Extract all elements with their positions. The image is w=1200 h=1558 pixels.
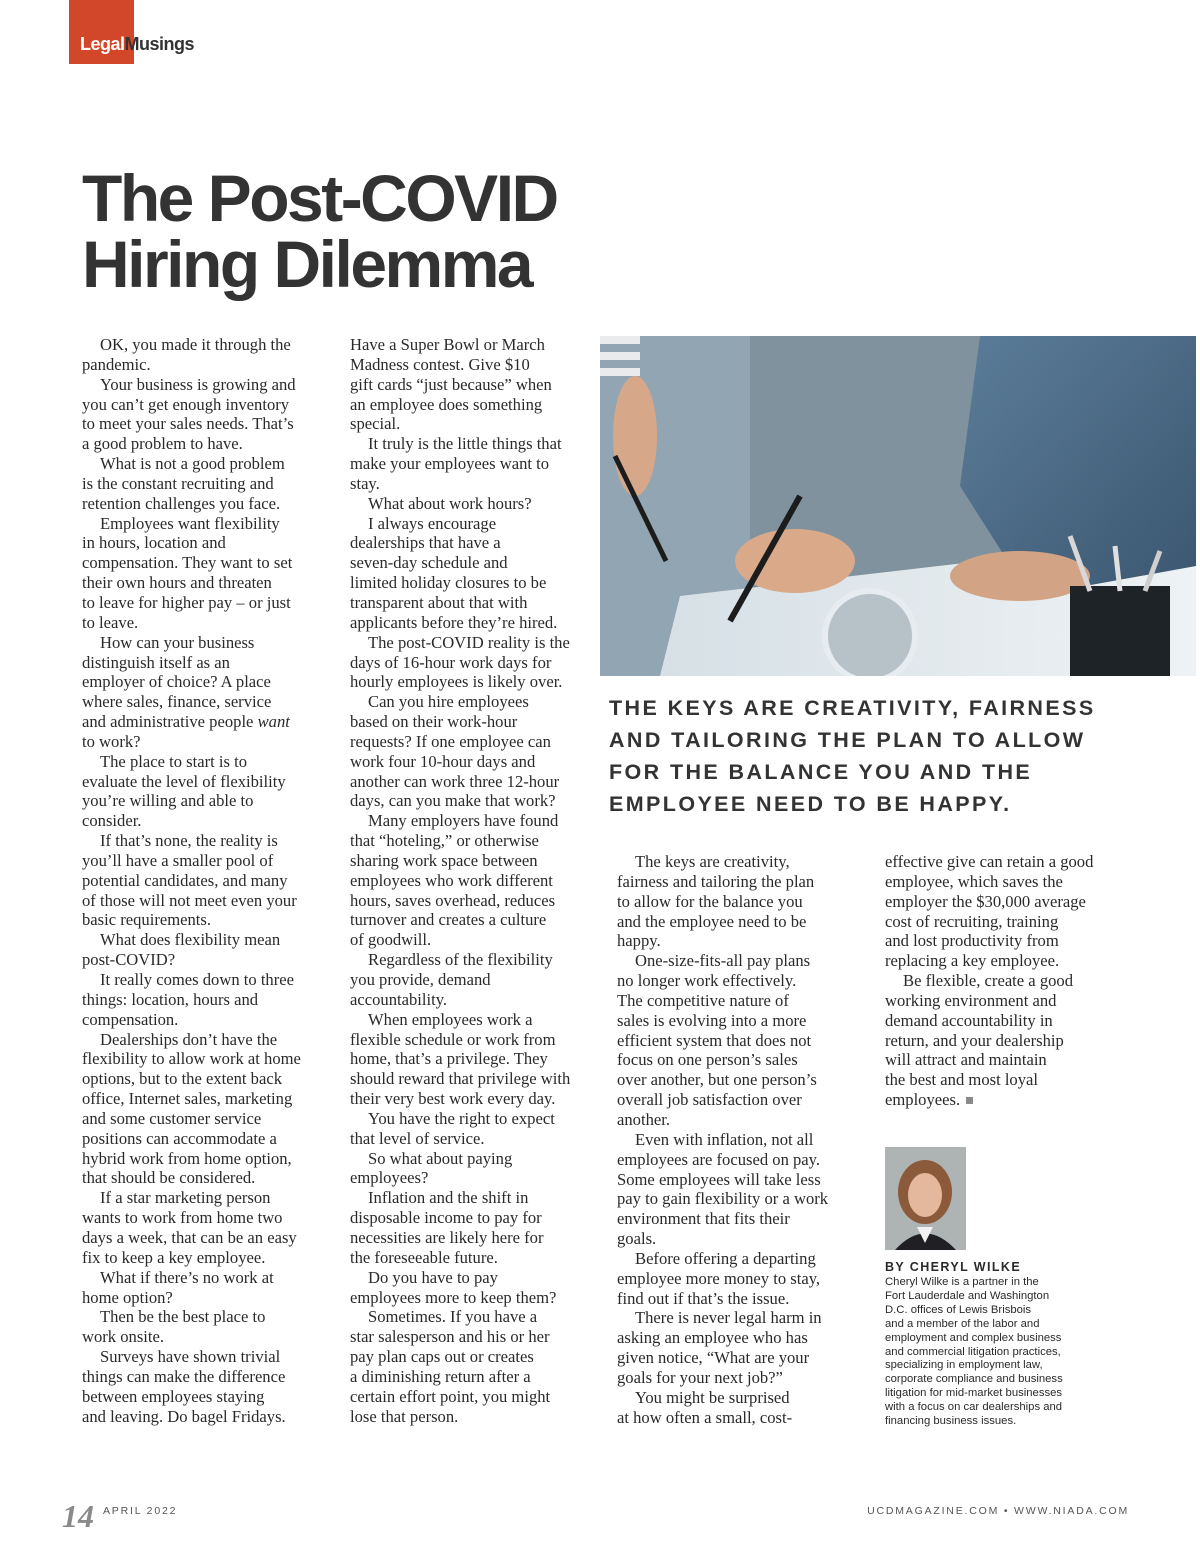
article-line: days of 16-hour work days for <box>350 652 552 672</box>
article-line: Then be the best place to <box>100 1307 266 1327</box>
section-label-word1: Legal <box>80 34 125 54</box>
article-line: work onsite. <box>82 1327 165 1347</box>
article-line: to leave. <box>82 612 139 632</box>
article-line: pay plan caps out or creates <box>350 1347 534 1367</box>
footer-urls: UCDMAGAZINE.COM • WWW.NIADA.COM <box>867 1505 1129 1517</box>
section-label-word2: Musings <box>124 34 195 54</box>
article-line: employees more to keep them? <box>350 1287 557 1307</box>
article-line: If that’s none, the reality is <box>100 831 278 851</box>
article-line: employee, which saves the <box>885 871 1063 891</box>
article-line: home option? <box>82 1287 173 1307</box>
article-line: where sales, finance, service <box>82 692 272 712</box>
article-line: It truly is the little things that <box>368 434 562 454</box>
article-line: You might be surprised <box>635 1387 790 1407</box>
section-label <box>80 34 194 55</box>
article-line: employees. <box>885 1090 1125 1110</box>
article-line: to leave for higher pay – or just <box>82 592 291 612</box>
article-line: stay. <box>350 473 380 493</box>
article-line: employees are focused on pay. <box>617 1149 821 1169</box>
article-line: between employees staying <box>82 1386 265 1406</box>
article-line: Can you hire employees <box>368 692 529 712</box>
article-line: days, can you make that work? <box>350 791 556 811</box>
article-line: no longer work effectively. <box>617 971 797 991</box>
article-line: you’ll have a smaller pool of <box>82 850 274 870</box>
headline-line2: Hiring Dilemma <box>82 227 532 301</box>
article-line: Some employees will take less <box>617 1169 821 1189</box>
article-line: What is not a good problem <box>100 454 285 474</box>
article-line: potential candidates, and many <box>82 870 288 890</box>
article-line: If a star marketing person <box>100 1188 271 1208</box>
article-line: work four 10-hour days and <box>350 751 536 771</box>
article-line: a good problem to have. <box>82 434 243 454</box>
article-line: flexible schedule or work from <box>350 1029 556 1049</box>
article-line: compensation. They want to set <box>82 553 293 573</box>
article-line: Sometimes. If you have a <box>368 1307 538 1327</box>
article-line: given notice, “What are your <box>617 1348 810 1368</box>
article-line: Madness contest. Give $10 <box>350 354 530 374</box>
article-line: requests? If one employee can <box>350 731 551 751</box>
article-line: you can’t get enough inventory <box>82 394 290 414</box>
pull-quote-line: AND TAILORING THE PLAN TO ALLOW <box>609 728 1086 752</box>
article-line: The competitive nature of <box>617 990 789 1010</box>
article-line: So what about paying <box>368 1148 513 1168</box>
article-line: to meet your sales needs. That’s <box>82 414 294 434</box>
article-line: How can your business <box>100 632 255 652</box>
author-bio-line: financing business issues. <box>885 1415 1017 1428</box>
article-line: based on their work-hour <box>350 712 518 732</box>
article-line: make your employees want to <box>350 454 550 474</box>
article-line: that should be considered. <box>82 1168 256 1188</box>
article-line: and the employee need to be <box>617 911 807 931</box>
article-line: demand accountability in <box>885 1010 1053 1030</box>
article-line: The place to start is to <box>100 751 247 771</box>
article-line: You have the right to expect <box>368 1108 555 1128</box>
article-line: Surveys have shown trivial <box>100 1347 281 1367</box>
page-number: 14 <box>62 1498 94 1534</box>
article-line: It really comes down to three <box>100 970 294 989</box>
article-line: return, and your dealership <box>885 1030 1064 1050</box>
author-bio-line: employment and complex business <box>885 1331 1062 1344</box>
article-line: employees? <box>350 1168 429 1188</box>
article-line: their own hours and threaten <box>82 573 272 593</box>
author-bio-line: specializing in employment law, <box>885 1359 1043 1372</box>
article-line: options, but to the extent back <box>82 1069 283 1089</box>
author-bio-line: corporate compliance and business <box>885 1373 1063 1386</box>
article-line: wants to work from home two <box>82 1208 283 1228</box>
article-line: a diminishing return after a <box>350 1366 531 1386</box>
article-line: accountability. <box>350 989 448 1009</box>
author-bio-line: litigation for mid-market businesses <box>885 1387 1063 1400</box>
body-column-3 <box>617 852 857 1427</box>
article-line: cost of recruiting, training <box>885 911 1059 931</box>
article-line: Be flexible, create a good <box>903 971 1074 991</box>
author-byline: BY CHERYL WILKE <box>885 1260 1022 1274</box>
author-bio-line: Cheryl Wilke is a partner in the <box>885 1276 1039 1288</box>
author-bio <box>885 1276 1115 1429</box>
article-line: employer the $30,000 average <box>885 891 1086 911</box>
article-line: applicants before they’re hired. <box>350 612 558 632</box>
article-line: you’re willing and able to <box>82 791 254 811</box>
article-line: certain effort point, you might <box>350 1386 551 1406</box>
article-line: pandemic. <box>82 354 151 374</box>
body-column-2 <box>350 335 590 1426</box>
article-line: lose that person. <box>350 1406 459 1426</box>
article-line: that level of service. <box>350 1128 485 1148</box>
article-line: of goodwill. <box>350 930 432 950</box>
pull-quote-line: THE KEYS ARE CREATIVITY, FAIRNESS <box>609 696 1096 720</box>
article-line: over another, but one person’s <box>617 1070 817 1090</box>
article-line: of those will not meet even your <box>82 890 297 910</box>
article-line: you provide, demand <box>350 970 491 989</box>
article-line: employer of choice? A place <box>82 672 271 692</box>
article-line: Regardless of the flexibility <box>368 950 553 970</box>
article-line: hourly employees is likely over. <box>350 672 563 692</box>
emphasis: want <box>257 712 290 732</box>
article-line: an employee does something <box>350 394 543 414</box>
article-line: home, that’s a privilege. They <box>350 1049 548 1069</box>
article-line: basic requirements. <box>82 910 212 930</box>
article-line: Do you have to pay <box>368 1267 498 1287</box>
article-line: in hours, location and <box>82 533 226 553</box>
article-line: hybrid work from home option, <box>82 1148 292 1168</box>
pull-quote <box>609 692 1169 820</box>
article-line: Employees want flexibility <box>100 513 280 533</box>
pull-quote-line: FOR THE BALANCE YOU AND THE <box>609 760 1033 784</box>
article-line: dealerships that have a <box>350 533 501 553</box>
article-line: focus on one person’s sales <box>617 1050 798 1070</box>
article-line: limited holiday closures to be <box>350 573 547 593</box>
article-line: find out if that’s the issue. <box>617 1288 790 1308</box>
article-line: OK, you made it through the <box>100 335 291 354</box>
author-bio-line: Fort Lauderdale and Washington <box>885 1289 1050 1302</box>
article-line: things: location, hours and <box>82 989 259 1009</box>
headline-line1: The Post-COVID <box>82 161 557 235</box>
article-line: and leaving. Do bagel Fridays. <box>82 1406 286 1426</box>
article-line: effective give can retain a good <box>885 852 1094 871</box>
article-line: Have a Super Bowl or March <box>350 335 545 354</box>
article-line: the best and most loyal <box>885 1070 1039 1090</box>
author-bio-line: and a member of the labor and <box>885 1317 1040 1330</box>
article-line: Dealerships don’t have the <box>100 1029 278 1049</box>
article-line: their very best work every day. <box>350 1089 556 1109</box>
article-line: asking an employee who has <box>617 1328 808 1348</box>
article-line: Inflation and the shift in <box>368 1188 529 1208</box>
article-line: employee more money to stay, <box>617 1268 821 1288</box>
article-line: post-COVID? <box>82 950 176 970</box>
article-line: compensation. <box>82 1009 179 1029</box>
article-line: consider. <box>82 811 142 831</box>
pull-quote-line: EMPLOYEE NEED TO BE HAPPY. <box>609 792 1012 816</box>
article-line: Even with inflation, not all <box>635 1129 814 1149</box>
article-line: that “hoteling,” or otherwise <box>350 831 539 851</box>
article-line: special. <box>350 414 401 434</box>
article-line: fairness and tailoring the plan <box>617 871 815 891</box>
article-line: is the constant recruiting and <box>82 473 274 493</box>
article-line: and some customer service <box>82 1108 262 1128</box>
article-line: happy. <box>617 931 661 951</box>
article-line: the foreseeable future. <box>350 1247 498 1267</box>
author-photo <box>885 1147 966 1250</box>
article-line: gift cards “just because” when <box>350 374 552 394</box>
body-column-1 <box>82 335 322 1426</box>
article-line: What about work hours? <box>368 493 532 513</box>
article-line: employees who work different <box>350 870 553 890</box>
article-line: will attract and maintain <box>885 1050 1047 1070</box>
issue-date: APRIL 2022 <box>103 1505 178 1517</box>
article-line: Your business is growing and <box>100 374 296 394</box>
article-line: The keys are creativity, <box>635 852 790 871</box>
article-line: hours, saves overhead, reduces <box>350 890 556 910</box>
article-line: overall job satisfaction over <box>617 1090 802 1110</box>
article-photo <box>600 336 1196 676</box>
article-line: another can work three 12-hour <box>350 771 560 791</box>
article-line: transparent about that with <box>350 592 528 612</box>
article-line: retention challenges you face. <box>82 493 281 513</box>
article-line: sales is evolving into a more <box>617 1010 807 1030</box>
article-line: efficient system that does not <box>617 1030 812 1050</box>
article-line: should reward that privilege with <box>350 1069 571 1089</box>
article-line: at how often a small, cost- <box>617 1407 793 1427</box>
article-line: star salesperson and his or her <box>350 1327 550 1347</box>
article-line: The post-COVID reality is the <box>368 632 570 652</box>
author-bio-line: D.C. offices of Lewis Brisbois <box>885 1303 1032 1316</box>
article-line: another. <box>617 1109 670 1129</box>
article-line: I always encourage <box>368 513 497 533</box>
article-line: distinguish itself as an <box>82 652 230 672</box>
article-line: positions can accommodate a <box>82 1128 277 1148</box>
article-line: disposable income to pay for <box>350 1208 542 1228</box>
article-line: Before offering a departing <box>635 1248 816 1268</box>
article-line: When employees work a <box>368 1009 533 1029</box>
article-line: flexibility to allow work at home <box>82 1049 301 1069</box>
article-line: office, Internet sales, marketing <box>82 1089 293 1109</box>
article-line: seven-day schedule and <box>350 553 508 573</box>
article-line: What if there’s no work at <box>100 1267 274 1287</box>
article-line: and lost productivity from <box>885 931 1059 951</box>
article-line: to work? <box>82 731 141 751</box>
author-bio-line: and commercial litigation practices, <box>885 1345 1061 1358</box>
article-line: days a week, that can be an easy <box>82 1227 297 1247</box>
article-line: fix to keep a key employee. <box>82 1247 266 1267</box>
article-headline <box>82 161 642 301</box>
article-line: environment that fits their <box>617 1209 790 1229</box>
article-line: Many employers have found <box>368 811 559 831</box>
article-line: necessities are likely here for <box>350 1227 544 1247</box>
body-column-4 <box>885 852 1125 1110</box>
article-line: things can make the difference <box>82 1366 286 1386</box>
article-line: What does flexibility mean <box>100 930 281 950</box>
article-line: turnover and creates a culture <box>350 910 547 930</box>
article-line: goals for your next job?” <box>617 1367 783 1387</box>
article-line: evaluate the level of flexibility <box>82 771 286 791</box>
article-line: pay to gain flexibility or a work <box>617 1189 829 1209</box>
end-of-article-mark <box>966 1097 973 1104</box>
article-line: One-size-fits-all pay plans <box>635 951 811 971</box>
article-line: and administrative people want <box>82 712 290 732</box>
article-line: goals. <box>617 1229 657 1249</box>
article-line: There is never legal harm in <box>635 1308 822 1328</box>
article-line: sharing work space between <box>350 850 538 870</box>
article-line: to allow for the balance you <box>617 891 803 911</box>
author-bio-line: with a focus on car dealerships and <box>885 1401 1063 1414</box>
article-line: working environment and <box>885 990 1057 1010</box>
article-line: replacing a key employee. <box>885 951 1060 971</box>
